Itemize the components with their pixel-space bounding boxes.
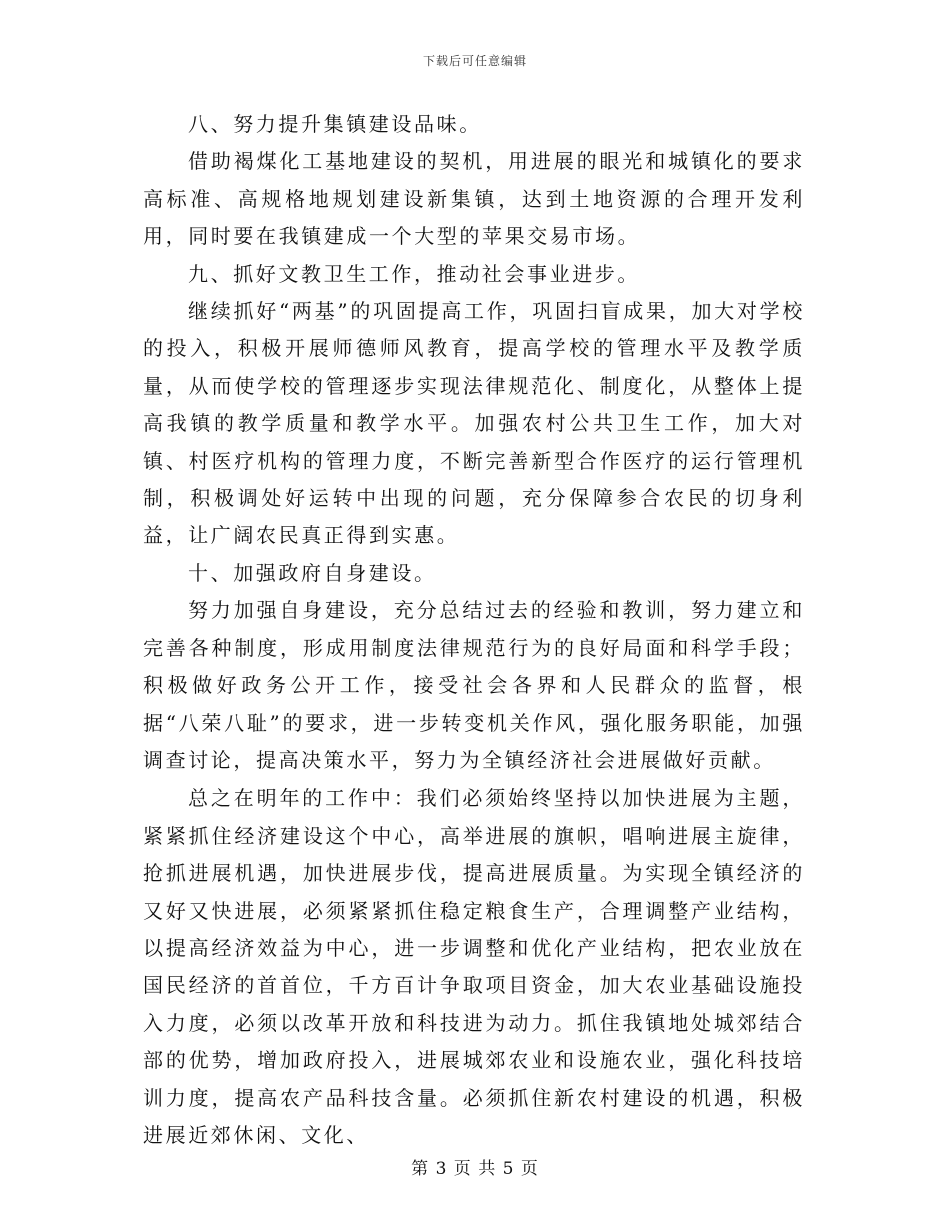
section-heading-9: 九、抓好文教卫生工作，推动社会事业进步。: [188, 261, 640, 286]
paragraph-government-building: 努力加强自身建设，充分总结过去的经验和教训，努力建立和完善各种制度，形成用制度法律规范行为的良好局面和科学手段；积极做好政务公开工作，接受社会各界和人民群众的监督，根据“八荣八耻”的要求，进一步转变机关作风，强化服务职能，加强调查讨论，提高决策水平，努力为全镇经济社会进展做好贡献。: [143, 598, 805, 772]
paragraph-summary: 总之在明年的工作中：我们必须始终坚持以加快进展为主题，紧紧抓住经济建设这个中心，高举进展的旗帜，唱响进展主旋律，抢抓进展机遇，加快进展步伐，提高进展质量。为实现全镇经济的又好又快进展，必须紧紧抓住稳定粮食生产，合理调整产业结构，以提高经济效益为中心，进一步调整和优化产业结构，把农业放在国民经济的首首位，千方百计争取项目资金，加大农业基础设施投入力度，必须以改革开放和科技进为动力。抓住我镇地处城郊结合部的优势，增加政府投入，进展城郊农业和设施农业，强化科技培训力度，提高农产品科技含量。必须抓住新农村建设的机遇，积极进展近郊休闲、文化、: [143, 786, 805, 1147]
section-heading-10: 十、加强政府自身建设。: [188, 560, 437, 585]
document-body: [143, 106, 805, 1154]
page-header-note: 下载后可任意编辑: [422, 54, 527, 68]
paragraph-education-health: 继续抓好“两基”的巩固提高工作，巩固扫盲成果，加大对学校的投入，积极开展师德师风教育，提高学校的管理水平及教学质量，从而使学校的管理逐步实现法律规范化、制度化，从整体上提高我镇的教学质量和教学水平。加强农村公共卫生工作，加大对镇、村医疗机构的管理力度，不断完善新型合作医疗的运行管理机制，积极调处好运转中出现的问题，充分保障参合农民的切身利益，让广阔农民真正得到实惠。: [143, 299, 805, 548]
section-heading-8: 八、努力提升集镇建设品味。: [188, 112, 482, 136]
page-number-footer: 第 3 页 共 5 页: [411, 1159, 539, 1179]
paragraph-town-construction: 借助褐煤化工基地建设的契机，用进展的眼光和城镇化的要求高标准、高规格地规划建设新集镇，达到土地资源的合理开发利用，同时要在我镇建成一个大型的苹果交易市场。: [143, 149, 805, 249]
